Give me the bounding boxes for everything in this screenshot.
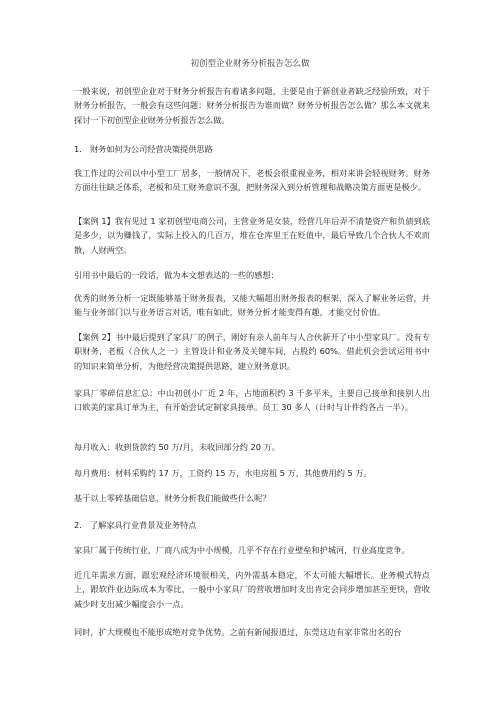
- paragraph-monthly-income: 每月收入：收到货款约 50 万/月，未收回部分约 20 万。: [74, 442, 280, 452]
- paragraph-case-1: 【案例 1】我有见过 1 家初创型电商公司，主营业务是女装，经营几年后弄不清楚资产和负债到底是多少，以为赚钱了，实际上投入的几百万，堆在仓库里王在贬值中，最后导致几个合伙人不欢而散，人财两空。: [74, 216, 430, 255]
- paragraph-industry: 家具厂属于传统行业，厂商八成为中小规模，几乎不存在行业壁垒和护城河，行业高度竞争。: [74, 545, 410, 555]
- paragraph-demand: 近几年需求方面，跟宏观经济环境很相关，内外需基本稳定，不太可能大幅增长。业务模式特点上，跟软件业边际成本为零比，一般中小家具厂的营收增加时支出肯定会同步增加甚至更快，营收减少时支出减少幅度会小一点。: [74, 570, 430, 609]
- paragraph-quote-intro: 引用书中最后的一段话，做为本文想表达的一些的感想：: [74, 270, 279, 280]
- paragraph-monthly-expense: 每月费用：材料采购约 17 万，工资约 15 万，水电房租 5 万，其他费用约 5 万。: [74, 468, 372, 478]
- document-title: 初创型企业财务分析报告怎么做: [190, 59, 310, 69]
- paragraph-quote: 优秀的财务分析一定既能够基于财务报表，又能大幅超出财务报表的框架，深入了解业务运营，并能与业务部门以与业务语言对话，唯有如此，财务分析才能变得有趣，才能交付价值。: [74, 293, 430, 318]
- paragraph-factory-info: 家具厂零碎信息汇总：中山初创小厂近 2 年，占地面积约 3 千多平米，主要自己接单和接别人出口欧美的家具订单为主，有开始尝试定制家具接单。员工 30 多人（计时与计件约各占一半）。: [74, 388, 430, 413]
- section-heading-1: 1. 财务如何为公司经营决策提供思路: [74, 144, 213, 154]
- intro-paragraph: 一般来说，初创型企业对于财务分析报告有着诸多问题，主要是由于新创业者缺乏经验所致，对于财务分析报告，一般会有这些问题：财务分析报告为谁而做？财务分析报告怎么做？那么本文就来探讨一下初创型企业财务分析报告怎么做。: [74, 86, 430, 125]
- paragraph-case-2: 【案例 2】书中最后提到了家具厂的例子，刚好有亲人前年与人合伙新开了中小型家具厂。没有专职财务，老板（合伙人之一）主管设计和业务及关键车间，占股约 60%。借此机会尝试运用书中的知识来简单分析，为他经营决策提供思路，建立财务意识。: [74, 332, 430, 371]
- paragraph-scale: 同时，扩大规模也不能形成绝对竞争优势。之前有新闻报道过，东莞这边有家非常出名的台: [74, 627, 402, 637]
- paragraph-question: 基于以上零碎基础信息，财务分析我们能做些什么呢？: [74, 493, 271, 503]
- section-heading-2: 2. 了解家具行业背景及业务特点: [74, 520, 197, 530]
- paragraph-workplace: 我工作过的公司以中小型工厂居多，一般情况下，老板会很重视业务，相对来讲会轻视财务。财务方面往往缺乏体系，老板和员工财务意识不强，把财务深入到分析管理和战略决策方面更是极少。: [74, 168, 430, 193]
